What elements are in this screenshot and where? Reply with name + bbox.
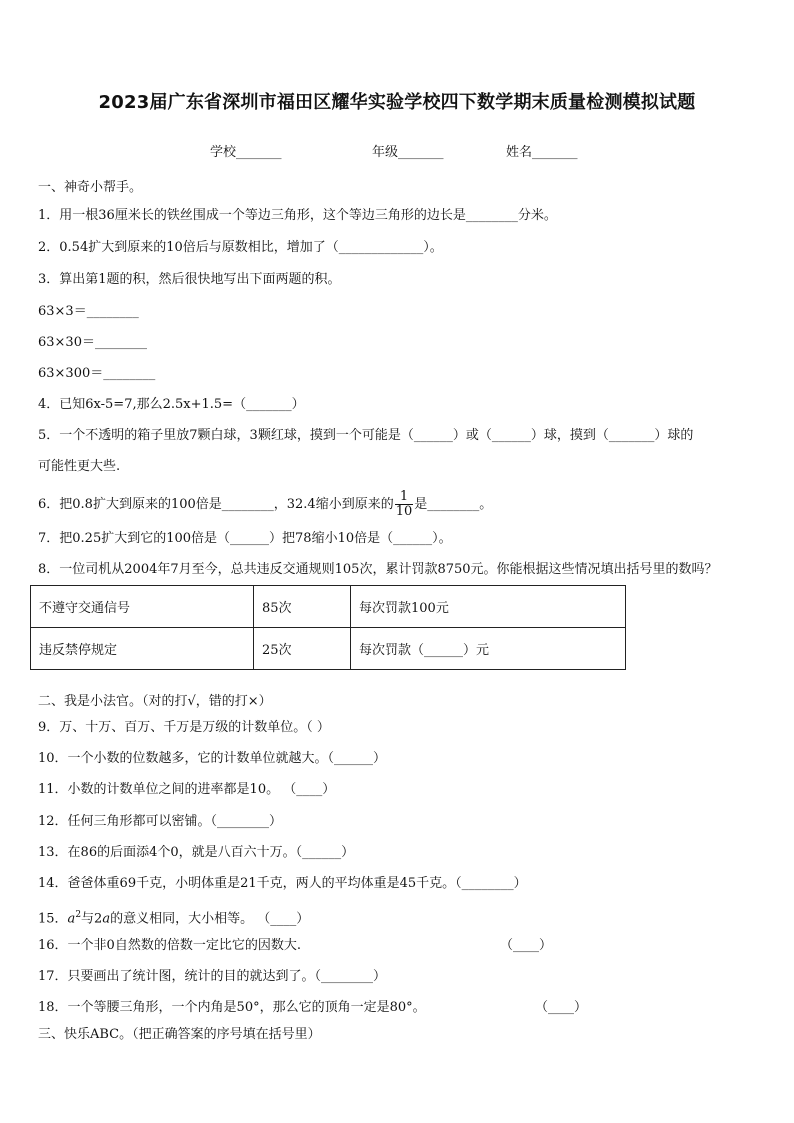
grade-field: 年级_______ [372, 145, 444, 160]
exponent: 2 [75, 910, 82, 920]
question-3a: 63×3＝________ [38, 304, 139, 319]
question-12: 12．任何三角形都可以密铺。（________） [38, 814, 283, 829]
question-6 [38, 490, 492, 519]
variable-a: a [67, 911, 76, 927]
question-8: 8．一位司机从2004年7月至今，总共违反交通规则105次，累计罚款8750元。你能根据这些情况填出括号里的数吗？ [38, 562, 718, 577]
question-15-number: 15． [38, 911, 68, 927]
fraction-denominator: 10 [395, 504, 413, 519]
question-5-line-2: 可能性更大些. [38, 459, 121, 474]
section-3-heading: 三、快乐ABC。（把正确答案的序号填在括号里） [38, 1027, 321, 1042]
violation-table [30, 585, 626, 670]
fraction-numerator: 1 [395, 490, 414, 505]
question-3: 3．算出第1题的积，然后很快地写出下面两题的积。 [38, 272, 341, 287]
school-field: 学校_______ [210, 145, 282, 160]
table-cell: 违反禁停规定 [31, 628, 254, 670]
question-11: 11．小数的计数单位之间的进率都是10。 （____） [38, 782, 336, 797]
variable-a: a [102, 911, 111, 927]
page-title: 2023届广东省深圳市福田区耀华实验学校四下数学期末质量检测模拟试题 [98, 92, 696, 113]
table-row [31, 628, 626, 670]
table-cell: 85次 [254, 586, 351, 628]
question-3c: 63×300＝________ [38, 366, 156, 381]
question-10: 10．一个小数的位数越多，它的计数单位就越大。（______） [38, 751, 387, 766]
question-5-line-1: 5．一个不透明的箱子里放7颗白球，3颗红球，摸到一个可能是（______）或（______）球，摸到（_______）球的 [38, 428, 694, 443]
table-cell: 每次罚款（______）元 [351, 628, 626, 670]
question-16: 16．一个非0自然数的倍数一定比它的因数大. [38, 938, 301, 953]
section-1-heading: 一、神奇小帮手。 [38, 180, 143, 195]
table-cell: 25次 [254, 628, 351, 670]
question-18: 18．一个等腰三角形，一个内角是50°，那么它的顶角一定是80°。 [38, 1000, 426, 1015]
question-14: 14．爸爸体重69千克，小明体重是21千克，两人的平均体重是45千克。（________） [38, 876, 527, 891]
fraction-one-tenth [395, 490, 414, 519]
question-15 [38, 905, 309, 929]
question-1: 1．用一根36厘米长的铁丝围成一个等边三角形，这个等边三角形的边长是________分米。 [38, 208, 557, 223]
question-15-mid: 与2 [81, 911, 103, 927]
question-2: 2．0.54扩大到原来的10倍后与原数相比，增加了（_____________）。 [38, 240, 443, 255]
question-3b: 63×30＝________ [38, 335, 147, 350]
question-6-text-before: 6．把0.8扩大到原来的100倍是________，32.4缩小到原来的 [38, 497, 394, 512]
question-4: 4．已知6x-5=7,那么2.5x+1.5=（_______） [38, 397, 305, 412]
question-17: 17．只要画出了统计图，统计的目的就达到了。（________） [38, 969, 387, 984]
question-18-answer-blank: （____） [535, 1000, 588, 1015]
question-7: 7．把0.25扩大到它的100倍是（______）把78缩小10倍是（______）。 [38, 531, 452, 546]
table-row [31, 586, 626, 628]
section-2-heading: 二、我是小法官。（对的打√，错的打×） [38, 694, 272, 709]
question-9: 9．万、十万、百万、千万是万级的计数单位。（ ） [38, 720, 330, 735]
question-16-answer-blank: （____） [500, 938, 553, 953]
question-15-text-after: 的意义相同，大小相等。 （____） [110, 911, 310, 927]
question-13: 13．在86的后面添4个0，就是八百六十万。（______） [38, 845, 355, 860]
question-6-text-after: 是________。 [414, 497, 493, 512]
table-cell: 每次罚款100元 [351, 586, 626, 628]
table-cell: 不遵守交通信号 [31, 586, 254, 628]
name-field: 姓名_______ [506, 145, 578, 160]
